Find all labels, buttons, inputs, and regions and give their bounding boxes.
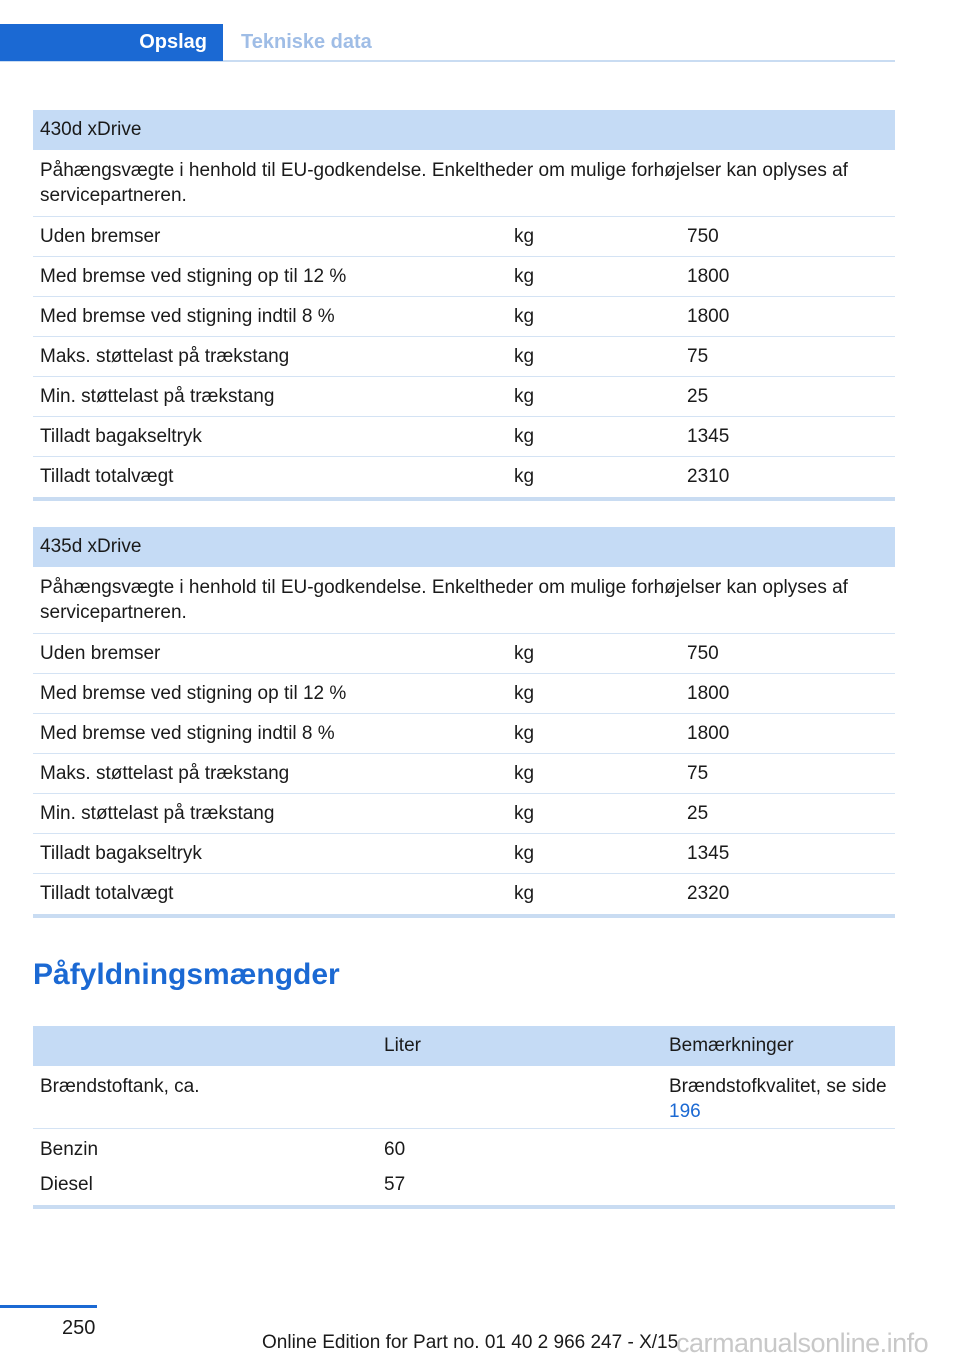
table-note: Påhængsvægte i henhold til EU-godkendelse. Enkeltheder om mulige forhøjelser kan oplyses af servicepartneren. [33, 567, 895, 634]
tab-opslag[interactable]: Opslag [0, 24, 223, 61]
table-row [33, 874, 895, 914]
remark-text: Brændstofkvalitet, se side [669, 1076, 887, 1097]
row-unit: kg [514, 802, 535, 824]
row-value: 1800 [687, 722, 730, 744]
row-value: 750 [687, 225, 719, 247]
table-row [33, 337, 895, 377]
row-unit: kg [514, 682, 535, 704]
row-unit: kg [514, 225, 535, 247]
row-unit: kg [514, 722, 535, 744]
table-row [33, 714, 895, 754]
trailer-table-430d [33, 110, 895, 501]
table-row [33, 417, 895, 457]
row-value: 1800 [687, 305, 730, 327]
tab-tekniske-data[interactable]: Tekniske data [241, 31, 372, 53]
section-heading-fill-quantities: Påfyldningsmængder [33, 958, 340, 991]
trailer-table-435d [33, 527, 895, 918]
row-value: 25 [687, 385, 709, 407]
fill-quantities-table [33, 1026, 895, 1209]
row-label: Maks. støttelast på trækstang [40, 762, 290, 784]
table-row [33, 674, 895, 714]
table-title: 435d xDrive [33, 527, 895, 567]
row-unit: kg [514, 466, 535, 487]
row-label: Med bremse ved stigning op til 12 % [40, 265, 347, 287]
row-unit: kg [514, 385, 535, 407]
row-value: 1800 [687, 682, 730, 704]
table-row [33, 794, 895, 834]
row-unit: kg [514, 642, 535, 664]
page-header [0, 24, 895, 62]
table-header-row [33, 1026, 895, 1066]
row-value: 1345 [687, 842, 730, 864]
edition-text: Online Edition for Part no. 01 40 2 966 247 - X/15 [262, 1332, 679, 1353]
table-row [33, 754, 895, 794]
row-label: Tilladt totalvægt [40, 883, 174, 904]
row-label: Tilladt bagakseltryk [40, 842, 202, 864]
row-label: Uden bremser [40, 642, 161, 664]
table-row [33, 1168, 895, 1205]
row-value: 2310 [687, 466, 730, 487]
row-value: 1345 [687, 425, 730, 447]
row-label: Min. støttelast på trækstang [40, 802, 275, 824]
table-row [33, 1129, 895, 1168]
row-unit: kg [514, 762, 535, 784]
table-row [33, 457, 895, 497]
page-number: 250 [62, 1317, 96, 1339]
table-row [33, 834, 895, 874]
table-row [33, 257, 895, 297]
row-unit: kg [514, 842, 535, 864]
row-unit: kg [514, 883, 535, 904]
page-reference-link[interactable]: 196 [669, 1101, 701, 1122]
row-value: 2320 [687, 883, 730, 904]
row-unit: kg [514, 345, 535, 367]
table-row [33, 217, 895, 257]
row-label: Maks. støttelast på trækstang [40, 345, 290, 367]
row-liter-empty [377, 1074, 662, 1124]
table-note: Påhængsvægte i henhold til EU-godkendelse. Enkeltheder om mulige forhøjelser kan oplyses af servicepartneren. [33, 150, 895, 217]
row-label: Med bremse ved stigning op til 12 % [40, 682, 347, 704]
row-remark-empty [662, 1137, 895, 1162]
row-unit: kg [514, 305, 535, 327]
row-remark [662, 1074, 895, 1124]
row-unit: kg [514, 265, 535, 287]
row-label: Med bremse ved stigning indtil 8 % [40, 305, 335, 327]
table-title: 430d xDrive [33, 110, 895, 150]
row-label: Uden bremser [40, 225, 161, 247]
page-number-rule [0, 1305, 97, 1308]
row-unit: kg [514, 425, 535, 447]
row-label: Tilladt totalvægt [40, 466, 174, 487]
row-label: Brændstoftank, ca. [40, 1076, 200, 1097]
watermark-logo: carmanualsonline.info [676, 1328, 929, 1358]
header-liter: Liter [384, 1035, 421, 1056]
header-remarks: Bemærkninger [669, 1035, 794, 1056]
row-label: Min. støttelast på trækstang [40, 385, 275, 407]
row-liter: 57 [384, 1174, 406, 1195]
row-value: 750 [687, 642, 719, 664]
table-row [33, 634, 895, 674]
table-row [33, 297, 895, 337]
table-row [33, 1066, 895, 1129]
row-liter: 60 [384, 1139, 406, 1160]
row-value: 75 [687, 345, 709, 367]
row-label: Benzin [40, 1139, 99, 1160]
row-value: 25 [687, 802, 709, 824]
row-value: 75 [687, 762, 709, 784]
row-value: 1800 [687, 265, 730, 287]
row-label: Tilladt bagakseltryk [40, 425, 202, 447]
table-row [33, 377, 895, 417]
row-label: Diesel [40, 1174, 93, 1195]
row-remark-empty [662, 1172, 895, 1197]
row-label: Med bremse ved stigning indtil 8 % [40, 722, 335, 744]
